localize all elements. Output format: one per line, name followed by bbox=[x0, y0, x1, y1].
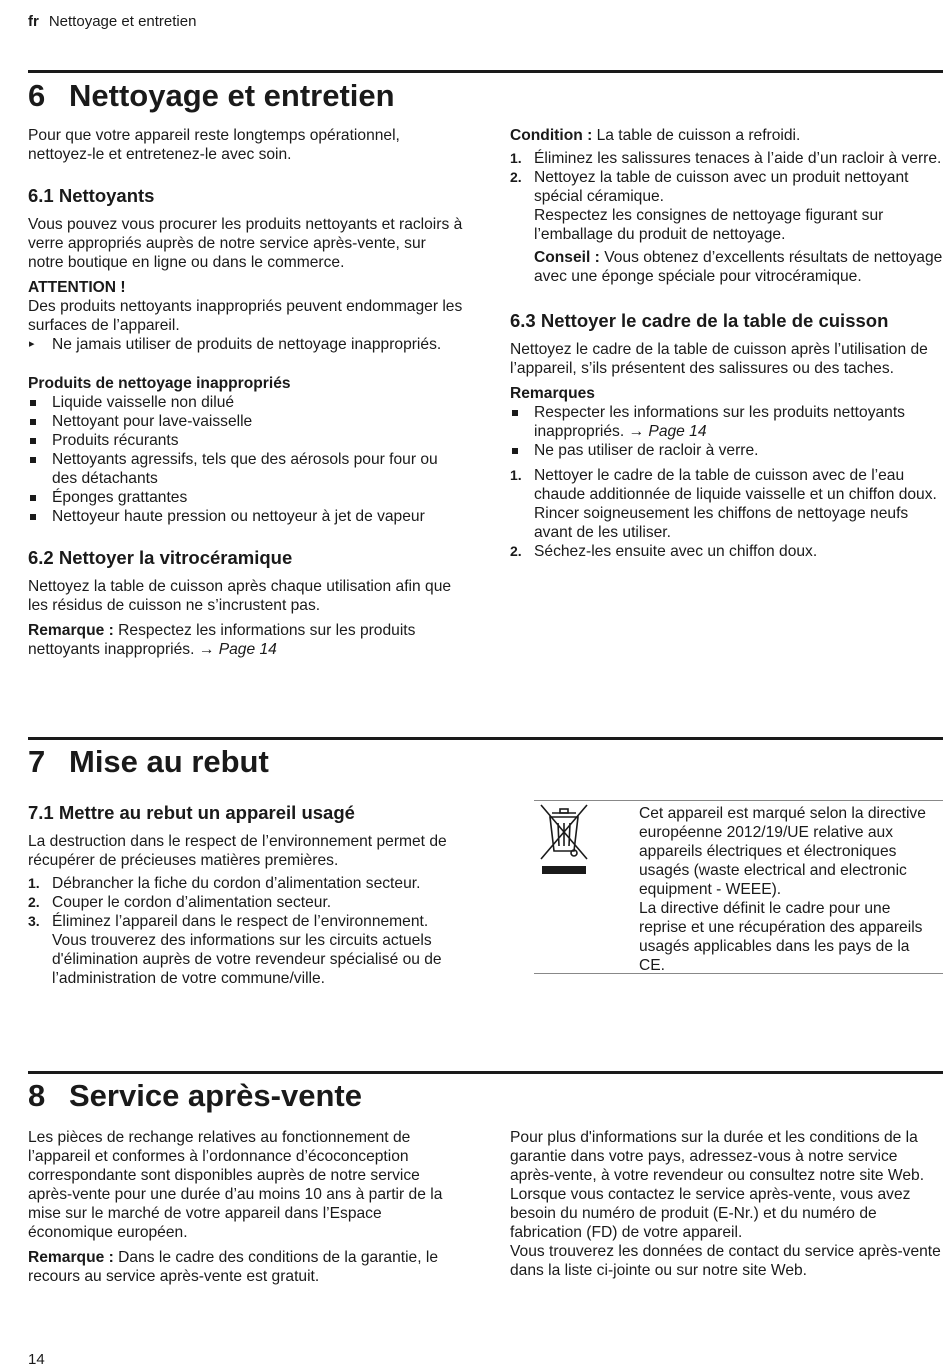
section-7-number: 7 bbox=[28, 744, 46, 779]
note-text: Respecter les informations sur les produits nettoyants inappropriés. bbox=[534, 404, 905, 440]
remark-label: Remarque : bbox=[28, 622, 114, 639]
weee-text bbox=[639, 804, 939, 975]
list-item: Liquide vaisselle non dilué bbox=[28, 393, 463, 412]
list-item: Nettoyeur haute pression ou nettoyeur à jet de vapeur bbox=[28, 507, 463, 526]
step-text: Nettoyez la table de cuisson avec un produit nettoyant spécial céramique. bbox=[534, 169, 909, 205]
section-7-1-heading: 7.1 Mettre au rebut un appareil usagé bbox=[28, 802, 355, 823]
attention-label: ATTENTION ! bbox=[28, 279, 126, 296]
step-number: 3. bbox=[28, 913, 40, 929]
list-item: Produits récurants bbox=[28, 431, 463, 450]
section-6-3-heading: 6.3 Nettoyer le cadre de la table de cuisson bbox=[510, 310, 889, 331]
section-6-1-heading: 6.1 Nettoyants bbox=[28, 185, 155, 206]
step-text: Éliminez l’appareil dans le respect de l’environnement. bbox=[52, 913, 429, 930]
spare-parts-text: Les pièces de rechange relatives au fonctionnement de l’appareil et conformes à l’ordonnance d’écoconception correspondante sont disponibles auprès de notre service après-vente pour une durée d’au moins 10 ans à partir de la mise sur le marché de votre appareil dans l’Espace économique européen. bbox=[28, 1129, 443, 1241]
section-8-heading bbox=[28, 1078, 362, 1114]
step-text: Débrancher la fiche du cordon d’alimentation secteur. bbox=[52, 875, 421, 892]
step-item bbox=[28, 893, 463, 912]
attention-action-list bbox=[28, 335, 463, 354]
condition-text: La table de cuisson a refroidi. bbox=[596, 127, 801, 144]
remark-text: Respectez les informations sur les produits nettoyants inappropriés. bbox=[28, 622, 416, 658]
section-6-right-column bbox=[510, 126, 943, 561]
section-8-number: 8 bbox=[28, 1078, 46, 1113]
step-number: 2. bbox=[28, 894, 40, 910]
section-8-left-column bbox=[28, 1128, 463, 1286]
step-text: Couper le cordon d’alimentation secteur. bbox=[52, 894, 332, 911]
disposal-steps bbox=[28, 874, 463, 988]
step-item bbox=[28, 874, 463, 893]
step-number: 1. bbox=[28, 875, 40, 891]
notes-list bbox=[510, 403, 943, 460]
step-number: 1. bbox=[510, 467, 522, 483]
section-7-rule bbox=[28, 737, 943, 740]
attention-action: ▸ Ne jamais utiliser de produits de nettoyage inappropriés. bbox=[28, 335, 463, 354]
tip-label: Conseil : bbox=[534, 249, 600, 266]
section-7-left-column bbox=[28, 802, 463, 988]
step-number: 2. bbox=[510, 543, 522, 559]
notes-title: Remarques bbox=[510, 385, 595, 402]
contact-data-text: Vous trouverez les données de contact du service après-vente dans la liste ci-jointe ou sur notre site Web. bbox=[510, 1243, 941, 1279]
crossed-out-wheelie-bin-icon bbox=[538, 803, 590, 875]
unsuitable-products-title: Produits de nettoyage inappropriés bbox=[28, 375, 291, 392]
tip-text: Vous obtenez d’excellents résultats de nettoyage avec une éponge spéciale pour vitrocéramique. bbox=[534, 249, 943, 285]
running-header-title: Nettoyage et entretien bbox=[48, 13, 197, 30]
section-6-2-remark bbox=[28, 621, 463, 659]
step-text: Nettoyer le cadre de la table de cuisson avec de l’eau chaude additionnée de liquide vaisselle et un chiffon doux. bbox=[534, 467, 937, 503]
step-item bbox=[510, 542, 943, 561]
section-6-rule bbox=[28, 70, 943, 73]
section-7-heading bbox=[28, 744, 269, 780]
section-6-1-text: Vous pouvez vous procurer les produits nettoyants et racloirs à verre appropriés auprès de notre service après-vente, sur notre boutique en ligne ou dans le commerce. bbox=[28, 216, 463, 271]
remark-text: Dans le cadre des conditions de la garantie, le recours au service après-vente est gratuit. bbox=[28, 1249, 439, 1285]
step-text: Éliminez les salissures tenaces à l’aide d’un racloir à verre. bbox=[534, 150, 942, 167]
section-6-2-text: Nettoyez la table de cuisson après chaque utilisation afin que les résidus de cuisson ne s’incrustent pas. bbox=[28, 578, 452, 614]
list-item: Éponges grattantes bbox=[28, 488, 463, 507]
running-header bbox=[28, 12, 196, 31]
condition bbox=[510, 126, 943, 145]
list-item: Ne pas utiliser de racloir à verre. bbox=[510, 441, 943, 460]
list-item: Nettoyants agressifs, tels que des aérosols pour four ou des détachants bbox=[28, 450, 463, 488]
section-8-title: Service après-vente bbox=[69, 1078, 362, 1113]
cleaning-steps bbox=[510, 149, 943, 286]
frame-cleaning-steps bbox=[510, 466, 943, 561]
step-item bbox=[510, 168, 943, 286]
page-number: 14 bbox=[28, 1351, 45, 1368]
section-6-2-heading: 6.2 Nettoyer la vitrocéramique bbox=[28, 547, 293, 568]
section-7-title: Mise au rebut bbox=[69, 744, 269, 779]
step-item bbox=[510, 149, 943, 168]
weee-text-2: La directive définit le cadre pour une reprise et une récupération des appareils usagés applicables dans les pays de la CE. bbox=[639, 900, 923, 974]
page-reference-link[interactable]: → Page 14 bbox=[198, 641, 277, 658]
step-extra: Rincer soigneusement les chiffons de nettoyage neufs avant de les utiliser. bbox=[534, 505, 909, 541]
section-6-left-column bbox=[28, 126, 463, 659]
page-reference-link[interactable]: → Page 14 bbox=[628, 423, 707, 440]
section-6-heading bbox=[28, 78, 395, 114]
section-8-rule bbox=[28, 1071, 943, 1074]
condition-label: Condition : bbox=[510, 127, 593, 144]
step-text: Séchez-les ensuite avec un chiffon doux. bbox=[534, 543, 818, 560]
step-extra: Vous trouverez des informations sur les circuits actuels d'élimination auprès de votre revendeur spécialisé ou de l’administration de votre commune/ville. bbox=[52, 932, 442, 987]
unsuitable-products-list bbox=[28, 393, 463, 526]
section-8-remark bbox=[28, 1248, 463, 1286]
weee-info-box bbox=[534, 800, 943, 974]
language-code: fr bbox=[28, 13, 39, 30]
contact-text: Lorsque vous contactez le service après-vente, vous avez besoin du numéro de produit (E-Nr.) et du numéro de fabrication (FD) de votre appareil. bbox=[510, 1186, 911, 1241]
attention-warning: Des produits nettoyants inappropriés peuvent endommager les surfaces de l’appareil. bbox=[28, 298, 463, 334]
section-6-title: Nettoyage et entretien bbox=[69, 78, 395, 113]
step-item bbox=[28, 912, 463, 988]
step-item bbox=[510, 466, 943, 542]
section-7-1-text: La destruction dans le respect de l’environnement permet de récupérer de précieuses matières premières. bbox=[28, 833, 447, 869]
step-number: 2. bbox=[510, 169, 522, 185]
section-6-intro: Pour que votre appareil reste longtemps opérationnel, nettoyez-le et entretenez-le avec soin. bbox=[28, 127, 400, 163]
warranty-text: Pour plus d'informations sur la durée et les conditions de la garantie dans votre pays, adressez-vous à notre service après-vente, à votre revendeur ou consultez notre site Web. bbox=[510, 1129, 925, 1184]
step-number: 1. bbox=[510, 150, 522, 166]
list-item: Nettoyant pour lave-vaisselle bbox=[28, 412, 463, 431]
section-8-right-column bbox=[510, 1128, 943, 1280]
weee-text-1: Cet appareil est marqué selon la directive européenne 2012/19/UE relative aux appareils électriques et électroniques usagés (waste electrical and electronic equipment - WEEE). bbox=[639, 805, 926, 898]
tip bbox=[534, 248, 943, 286]
section-6-3-text: Nettoyez le cadre de la table de cuisson après l’utilisation de l’appareil, s’ils présentent des salissures ou des taches. bbox=[510, 341, 928, 377]
section-6-number: 6 bbox=[28, 78, 46, 113]
remark-label: Remarque : bbox=[28, 1249, 114, 1266]
step-extra: Respectez les consignes de nettoyage figurant sur l’emballage du produit de nettoyage. bbox=[534, 207, 884, 243]
list-item bbox=[510, 403, 943, 441]
